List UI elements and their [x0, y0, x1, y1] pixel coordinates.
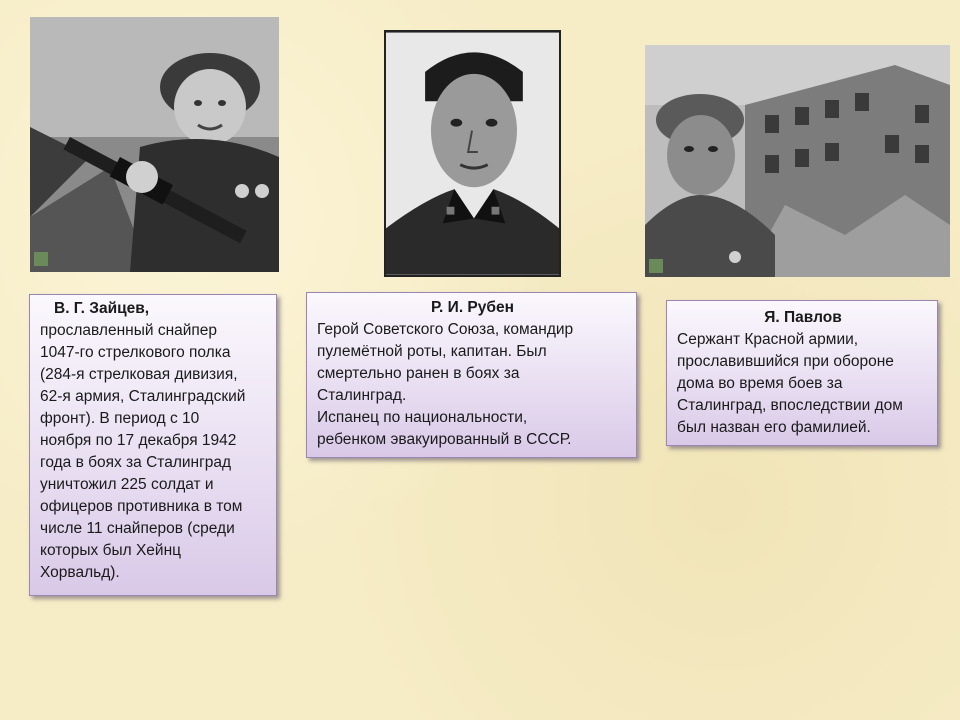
caption-line: дома во время боев за	[677, 375, 843, 392]
caption-line: смертельно ранен в боях за	[317, 365, 520, 382]
photo-pavlov	[645, 45, 950, 277]
caption-line: которых был Хейнц	[40, 542, 182, 559]
pavlov-house-image	[645, 45, 950, 277]
caption-line: фронт). В период с 10	[40, 410, 200, 427]
caption-line: года в боях за Сталинград	[40, 454, 232, 471]
caption-line: офицеров противника в том	[40, 498, 243, 515]
caption-line: прославившийся при обороне	[677, 353, 894, 370]
photo-zaitsev	[30, 17, 279, 272]
caption-name: Р. И. Рубен	[431, 299, 514, 316]
caption-name: Я. Павлов	[764, 309, 842, 326]
caption-line: числе 11 снайперов (среди	[40, 520, 235, 537]
caption-line: Герой Советского Союза, командир	[317, 321, 574, 338]
caption-pavlov	[666, 300, 938, 446]
caption-line: уничтожил 225 солдат и	[40, 476, 214, 493]
zaitsev-sniper-image	[30, 17, 279, 272]
caption-line: пулемётной роты, капитан. Был	[317, 343, 547, 360]
caption-line: Сталинград, впоследствии дом	[677, 397, 903, 414]
caption-line: прославленный снайпер	[40, 322, 218, 339]
caption-zaitsev	[29, 294, 277, 596]
caption-line: ноября по 17 декабря 1942	[40, 432, 237, 449]
caption-line: Испанец по национальности,	[317, 409, 528, 426]
caption-line: Сержант Красной армии,	[677, 331, 859, 348]
caption-line: (284-я стрелковая дивизия,	[40, 366, 238, 383]
caption-line: 62-я армия, Сталинградский	[40, 388, 246, 405]
caption-name: В. Г. Зайцев,	[54, 300, 150, 317]
caption-line: ребенком эвакуированный в СССР.	[317, 431, 572, 448]
caption-line: Хорвальд).	[40, 564, 120, 581]
caption-line: Сталинград.	[317, 387, 407, 404]
ruben-portrait-image	[386, 32, 559, 275]
photo-ruben	[384, 30, 561, 277]
caption-ruben	[306, 292, 637, 458]
caption-line: был назван его фамилией.	[677, 419, 871, 436]
caption-line: 1047-го стрелкового полка	[40, 344, 231, 361]
